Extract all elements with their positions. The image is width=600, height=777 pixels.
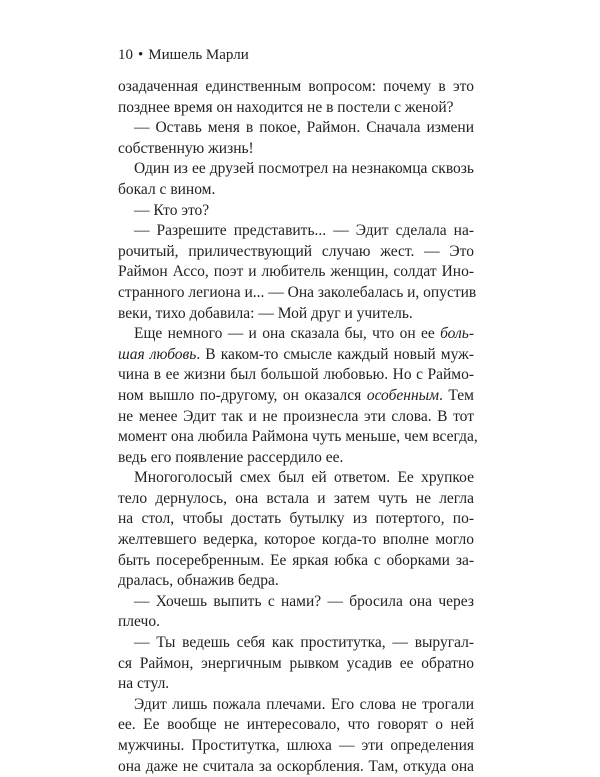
text-line	[118, 386, 474, 407]
text-line: плечо.	[118, 613, 160, 631]
text-line: на стол, чтобы достать бутылку из потертого, по-	[118, 510, 474, 528]
text-line	[118, 345, 474, 366]
paragraph	[118, 118, 474, 159]
emphasis: шая любовь	[118, 345, 197, 363]
body-text	[118, 77, 478, 777]
text-line: странного легиона и... — Она заколебалась и, опустив	[118, 283, 477, 301]
text-line: Раймон Ассо, поэт и любитель женщин, солдат Ино-	[118, 263, 474, 281]
paragraph	[118, 592, 474, 633]
text-line: Многоголосый смех был ей ответом. Ее хрупкое	[134, 469, 474, 487]
text-line: тело дернулось, она встала и затем чуть не легла	[118, 489, 474, 507]
paragraph	[118, 77, 474, 118]
text-fragment: ном вышло по-другому, он оказался	[118, 386, 367, 404]
emphasis: боль-	[440, 325, 474, 343]
paragraph	[118, 221, 477, 324]
text-fragment: . Тем	[439, 386, 474, 404]
paragraph	[118, 468, 474, 592]
text-line: озадаченная единственным вопросом: почему в это	[118, 78, 474, 95]
text-fragment: . В каком-то смысле каждый новый муж-	[196, 345, 474, 363]
text-line: на стул.	[118, 675, 170, 693]
text-line: Один из ее друзей посмотрел на незнакомца сквозь	[134, 160, 474, 178]
text-line: мужчины. Проститутка, шлюха — эти определения	[118, 737, 474, 754]
text-line: ся Раймон, энергичным рывком усадив ее обратно	[118, 654, 474, 672]
text-line: чина в ее жизни был большой любовью. Но с Раймо-	[118, 366, 474, 384]
text-line: — Разрешите представить... — Эдит сделала на-	[134, 222, 474, 240]
text-line: дралась, обнажив бедра.	[118, 572, 279, 590]
text-line: Эдит лишь пожала плечами. Его слова не трогали	[134, 695, 474, 713]
paragraph	[118, 159, 474, 200]
text-line: ее. Ее вообще не интересовало, что говорят о ней	[118, 716, 474, 734]
book-page	[118, 46, 478, 777]
text-line: — Оставь меня в покое, Раймон. Сначала измени	[134, 119, 474, 137]
text-line: позднее время он находится не в постели с женой?	[118, 98, 454, 116]
paragraph	[118, 633, 474, 695]
text-line: быть посеребренным. Ее яркая юбка с оборками за-	[118, 551, 474, 569]
text-fragment: Еще немного — и она сказала бы, что он ее	[134, 325, 441, 343]
text-line: рочитый, приличествующий случаю жест. — Это	[118, 242, 474, 260]
text-line: — Ты ведешь себя как проститутка, — выругал-	[134, 634, 474, 652]
paragraph	[118, 324, 478, 468]
emphasis: особенным	[366, 386, 440, 404]
text-line: веки, тихо добавила: — Мой друг и учитель.	[118, 304, 413, 322]
text-line: она даже не считала за оскорбления. Там, откуда она	[118, 757, 474, 775]
paragraph	[118, 695, 474, 777]
text-line	[118, 324, 474, 345]
page-number: 10	[118, 47, 133, 63]
text-line: не менее Эдит так и не произнесла эти слова. В тот	[118, 407, 474, 425]
text-line: собственную жизнь!	[118, 139, 254, 157]
text-line: желтевшего ведерка, которое когда-то вполне могло	[118, 531, 474, 549]
running-head	[118, 46, 474, 64]
header-separator: •	[138, 47, 144, 63]
author-name: Мишель Марли	[148, 47, 249, 63]
text-line: — Кто это?	[134, 201, 210, 219]
text-line: момент она любила Раймона чуть меньше, чем всегда,	[118, 428, 478, 446]
paragraph	[118, 201, 474, 222]
text-line: — Хочешь выпить с нами? — бросила она через	[134, 592, 474, 610]
text-line: ведь его появление рассердило ее.	[118, 448, 344, 466]
text-line: бокал с вином.	[118, 180, 216, 198]
